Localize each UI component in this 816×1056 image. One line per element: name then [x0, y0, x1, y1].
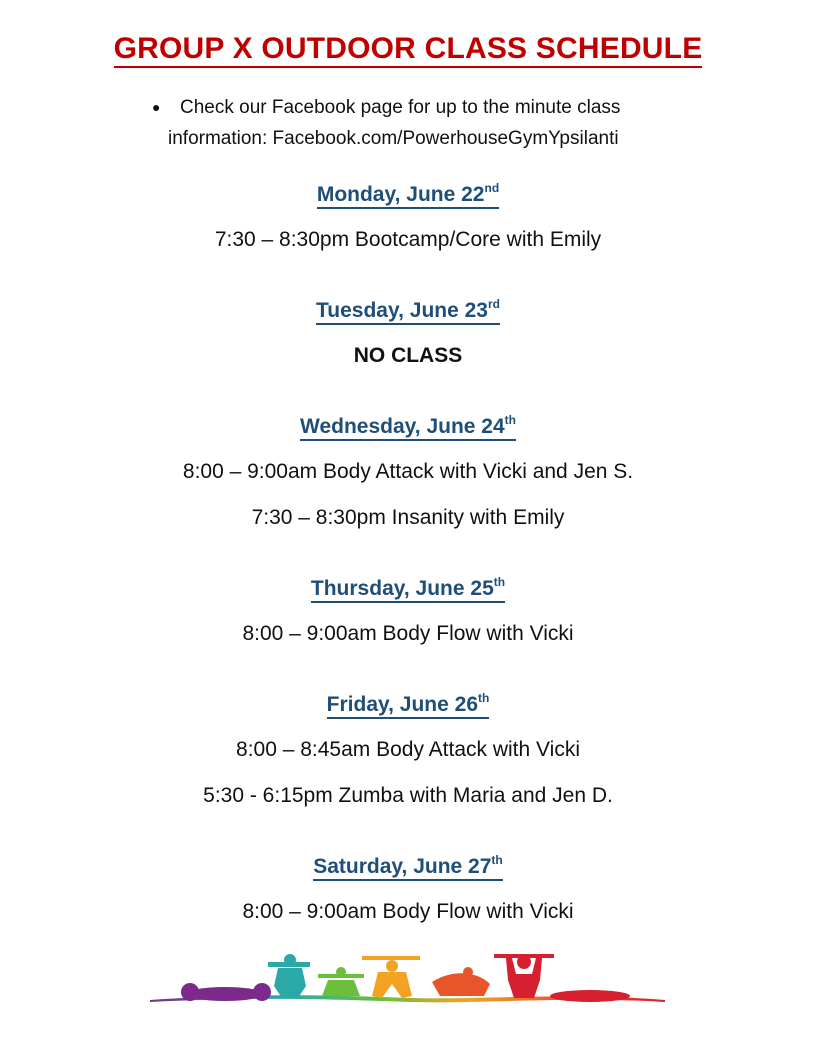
day-label: Monday, June 22 [316, 183, 485, 206]
day-suffix: nd [484, 181, 500, 195]
day-suffix: th [493, 575, 506, 589]
class-entry: 8:00 – 9:00am Body Flow with Vicki [242, 900, 574, 923]
fitness-figures-banner [150, 952, 665, 1004]
day-heading-wednesday [0, 413, 816, 439]
facebook-notice [152, 92, 732, 154]
facebook-notice-line2: information: Facebook.com/PowerhouseGymYpsilanti [168, 128, 619, 149]
day-suffix: th [504, 413, 516, 427]
facebook-notice-line1: Check our Facebook page for up to the minute class [180, 97, 621, 118]
day-label: Tuesday, June 23 [316, 299, 488, 322]
day-label: Friday, June 26 [326, 693, 478, 716]
class-entry: 7:30 – 8:30pm Insanity with Emily [251, 506, 565, 529]
day-heading-saturday [0, 853, 816, 879]
day-heading-thursday [0, 575, 816, 601]
class-entry: 8:00 – 9:00am Body Attack with Vicki and Jen S. [182, 460, 634, 483]
class-entry: 8:00 – 9:00am Body Flow with Vicki [242, 622, 574, 645]
day-suffix: th [478, 691, 490, 705]
page-title-text: GROUP X OUTDOOR CLASS SCHEDULE [114, 32, 703, 68]
day-heading-monday [0, 181, 816, 207]
page-title [0, 32, 816, 66]
day-suffix: th [491, 853, 503, 867]
day-label: Thursday, June 25 [310, 577, 494, 600]
class-entry: 8:00 – 8:45am Body Attack with Vicki [236, 738, 580, 761]
class-entry: 5:30 - 6:15pm Zumba with Maria and Jen D. [203, 784, 613, 807]
day-label: Wednesday, June 24 [300, 415, 505, 438]
bullet-dot-icon: ● [152, 99, 161, 115]
day-heading-tuesday [0, 297, 816, 323]
class-entry: 7:30 – 8:30pm Bootcamp/Core with Emily [214, 228, 602, 251]
no-class-note: NO CLASS [353, 344, 463, 367]
day-heading-friday [0, 691, 816, 717]
day-suffix: rd [487, 297, 500, 311]
day-label: Saturday, June 27 [313, 855, 492, 878]
